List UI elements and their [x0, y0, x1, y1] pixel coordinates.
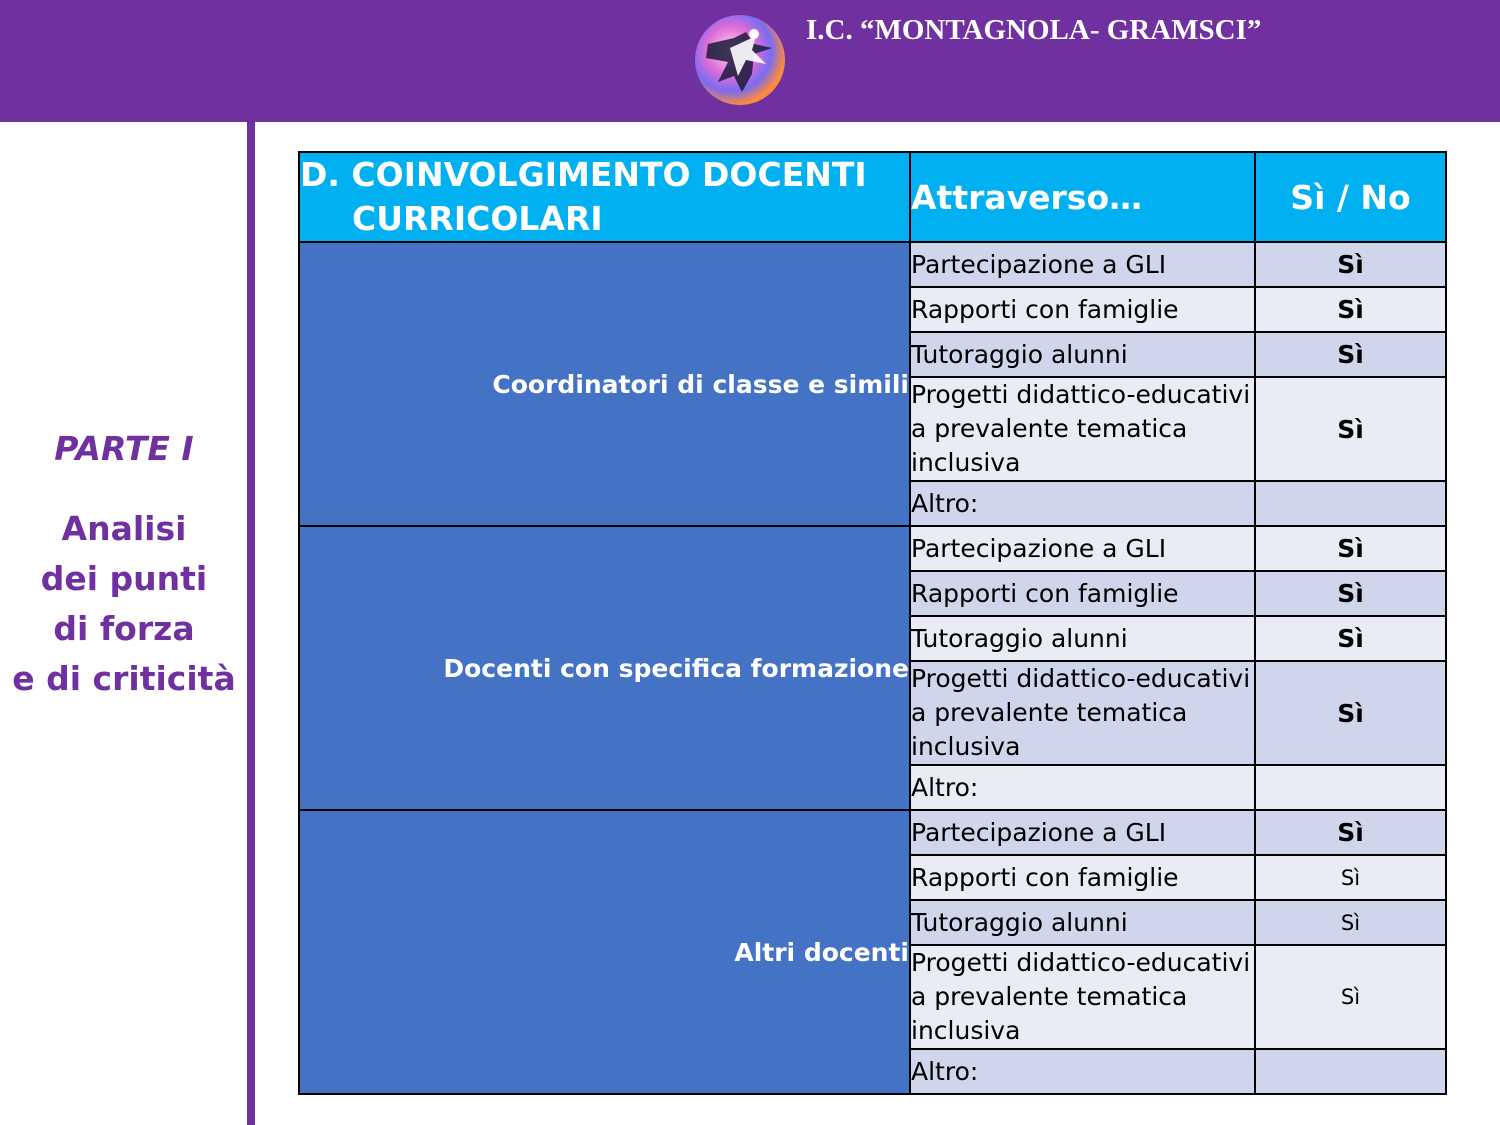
row-value: Sì [1255, 900, 1446, 945]
school-name: I.C. “MONTAGNOLA- GRAMSCI” [806, 14, 1262, 46]
row-value: Sì [1255, 287, 1446, 332]
row-value: Sì [1255, 945, 1446, 1049]
row-label: Tutoraggio alunni [910, 332, 1255, 377]
table-row [299, 810, 1446, 855]
row-label: Progetti didattico-educativi a prevalente tematica inclusiva [910, 661, 1255, 765]
row-label: Altro: [910, 481, 1255, 526]
table-row [299, 526, 1446, 571]
row-label: Tutoraggio alunni [910, 616, 1255, 661]
part-label: PARTE I [54, 429, 194, 468]
table-header-row [299, 152, 1446, 242]
row-label: Tutoraggio alunni [910, 900, 1255, 945]
row-label: Altro: [910, 765, 1255, 810]
row-value: Sì [1255, 661, 1446, 765]
row-label: Partecipazione a GLI [910, 810, 1255, 855]
school-logo-icon [694, 14, 787, 107]
row-label: Rapporti con famiglie [910, 571, 1255, 616]
row-value: Sì [1255, 242, 1446, 287]
row-value: Sì [1255, 332, 1446, 377]
row-label: Progetti didattico-educativi a prevalente tematica inclusiva [910, 945, 1255, 1049]
row-value: Sì [1255, 855, 1446, 900]
header-bar [0, 0, 1500, 122]
group-label: Coordinatori di classe e simili [299, 242, 910, 526]
through-header: Attraverso… [910, 152, 1255, 242]
row-value [1255, 481, 1446, 526]
row-value: Sì [1255, 616, 1446, 661]
table-row [299, 242, 1446, 287]
row-value: Sì [1255, 810, 1446, 855]
side-title [0, 426, 248, 704]
row-label: Rapporti con famiglie [910, 287, 1255, 332]
group-label: Docenti con specifica formazione [299, 526, 910, 810]
side-divider [247, 122, 255, 1125]
row-value: Sì [1255, 377, 1446, 481]
row-label: Partecipazione a GLI [910, 526, 1255, 571]
part-subtitle: Analisi dei punti di forza e di criticità [12, 509, 236, 698]
row-value [1255, 765, 1446, 810]
yes-no-header: Sì / No [1255, 152, 1446, 242]
group-label: Altri docenti [299, 810, 910, 1094]
row-label: Altro: [910, 1049, 1255, 1094]
row-value: Sì [1255, 526, 1446, 571]
row-label: Partecipazione a GLI [910, 242, 1255, 287]
section-header: D. COINVOLGIMENTO DOCENTI CURRICOLARI [299, 152, 910, 242]
row-label: Progetti didattico-educativi a prevalente tematica inclusiva [910, 377, 1255, 481]
row-label: Rapporti con famiglie [910, 855, 1255, 900]
row-value [1255, 1049, 1446, 1094]
row-value: Sì [1255, 571, 1446, 616]
involvement-table [298, 151, 1447, 1095]
